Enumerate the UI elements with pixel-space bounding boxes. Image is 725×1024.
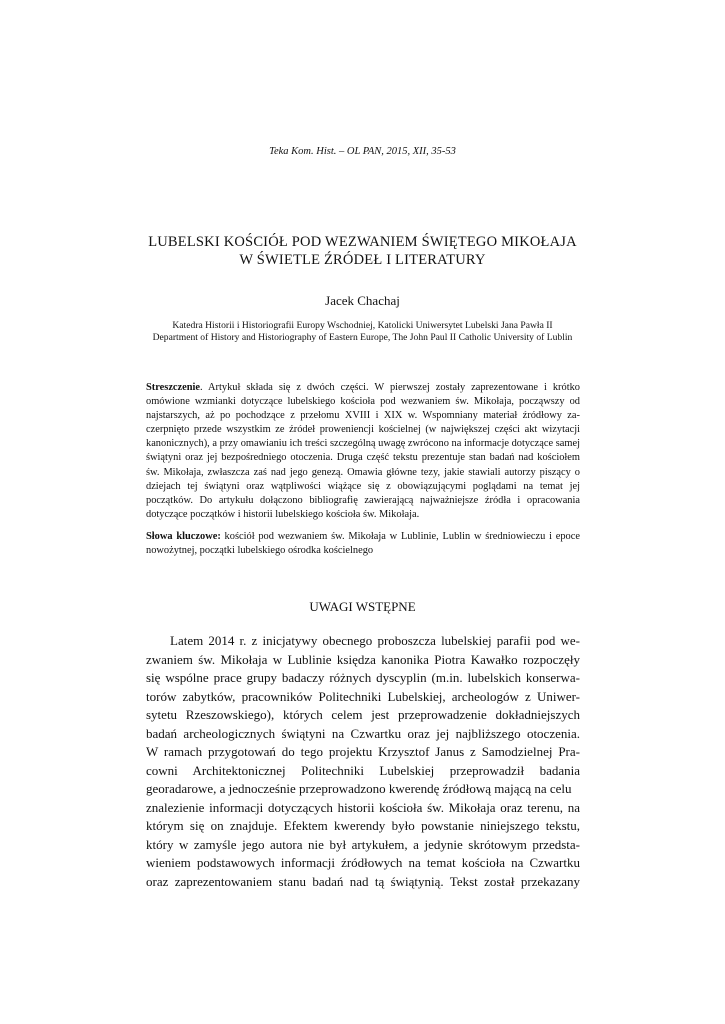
author-name: Jacek Chachaj — [325, 293, 400, 308]
body-line: oraz zaprezentowaniem stanu badań nad tą świątynią. Tekst został przekazany — [146, 873, 580, 889]
body-line: który w zamyśle jego autora nie był artykułem, a jedynie skrótowym przedsta- — [146, 836, 580, 852]
affiliation-polish: Katedra Historii i Historiografii Europy Wschodniej, Katolicki Uniwersytet Lubelski Jana Pawła II — [172, 320, 553, 331]
section-heading: UWAGI WSTĘPNE — [309, 599, 416, 614]
title-line-2: W ŚWIETLE ŹRÓDEŁ I LITERATURY — [239, 252, 486, 268]
body-paragraph — [146, 632, 580, 891]
body-line: badań archeologicznych świątyni na Czwartku oraz jej najbliższego otoczenia. — [146, 725, 580, 741]
body-line: znalezienie informacji dotyczących historii kościoła św. Mikołaja oraz terenu, na — [146, 799, 580, 815]
keywords-text: kościół pod wezwaniem św. Mikołaja w Lublinie, Lublin w średniowieczu i epoce nowożytnej, początki lubelskiego ośrodka kościelnego — [146, 531, 580, 557]
abstract-text: . Artykuł składa się z dwóch części. W pierwszej zostały zaprezentowane i krótko omówione wzmianki dotyczące lubelskiego kościoła pod wezwaniem św. Mikołaja, począwszy od najstarszych, aż po pochodzące z przełomu XVIII i XIX w. Wspomniany materiał źródłowy zaczerpnięto przede wszystkim ze źródeł proweniencji kościelnej (w największej części akt wizytacji kanonicznych), a przy omawianiu ich treści szczególną uwagę zwrócono na informacje dotyczące samej świątyni oraz jej bezpośredniego otoczenia. Druga część tekstu prezentuje stan badań nad kościołem św. Mikołaja, zwłaszcza zaś nad jego genezą. Omawia główne tezy, jakie stawiali autorzy piszący o dziejach tej świątyni oraz wątpliwości wiążące się z obowiązującymi poglądami na temat jej początków. Do artykułu dołączono bibliografię zawierającą najważniejsze źródła i opracowania dotyczące początków i historii lubelskiego kościoła św. Mikołaja. — [146, 382, 580, 520]
body-line: cowni Architektonicznej Politechniki Lubelskiej przeprowadził badania georadarowe, a jednocześnie przeprowadzono kwerendę źródłową mającą na celu — [146, 762, 580, 796]
article-title — [120, 233, 605, 269]
body-line: zwaniem św. Mikołaja w Lublinie księdza kanonika Piotra Kawałko rozpoczęły — [146, 651, 580, 667]
body-line: się wspólne prace grupy badaczy różnych dyscyplin (m.in. lubelskich konserwa- — [146, 670, 580, 685]
title-line-1: LUBELSKI KOŚCIÓŁ POD WEZWANIEM ŚWIĘTEGO MIKOŁAJA — [148, 234, 577, 250]
abstract-label: Streszczenie — [146, 382, 201, 393]
journal-reference: Teka Kom. Hist. – OL PAN, 2015, XII, 35-53 — [269, 146, 456, 157]
body-line: Latem 2014 r. z inicjatywy obecnego proboszcza lubelskiej parafii pod we- — [170, 633, 580, 648]
keywords — [146, 530, 580, 558]
body-line: torów zabytków, pracowników Politechniki Lubelskiej, archeologów z Uniwer- — [146, 688, 580, 704]
body-line: sytetu Rzeszowskiego), których celem jest przeprowadzenie dokładniejszych — [146, 707, 580, 722]
abstract — [146, 381, 580, 522]
body-line: W ramach przygotowań do tego projektu Krzysztof Janus z Samodzielnej Pra- — [146, 744, 580, 759]
body-line: wieniem podstawowych informacji źródłowych na temat kościoła na Czwartku — [146, 855, 580, 870]
body-line: którym się on znajduje. Efektem kwerendy było powstanie niniejszego tekstu, — [146, 818, 580, 833]
affiliation-english: Department of History and Historiography of Eastern Europe, The John Paul II Catholic University of Lublin — [152, 332, 573, 343]
keywords-label: Słowa kluczowe: — [146, 531, 221, 542]
